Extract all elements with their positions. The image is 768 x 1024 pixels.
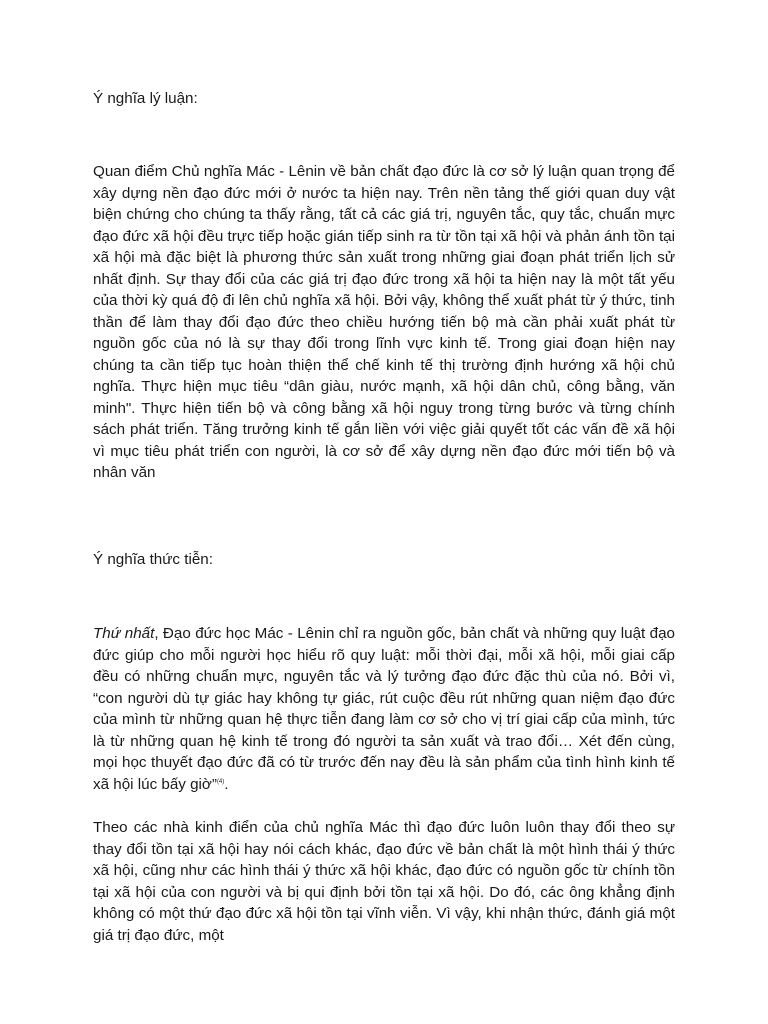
paragraph-end-punctuation: . — [224, 775, 229, 793]
paragraph-body: , Đạo đức học Mác - Lênin chỉ ra nguồn gốc, bản chất và những quy luật đạo đức giúp cho mỗi người học hiểu rõ quy luật: mỗi thời đại, mỗi xã hội, mỗi giai cấp đều có những chuẩn mực, nguyên tắc và lý tưởng đạo đức đặc thù của nó. Bởi vì, “con người dù tự giác hay không tự giác, rút cuộc đều rút những quan niệm đạo đức của mình từ những quan hệ thực tiễn đang làm cơ sở cho vị trí giai cấp của mình, tức là từ những quan hệ kinh tế trong đó người ta sản xuất và trao đổi… Xét đến cùng, mọi học thuyết đạo đức đã có từ trước đến nay đều là sản phẩm của tình hình kinh tế xã hội lúc bấy giờ” — [93, 625, 675, 793]
footnote-marker: (4) — [216, 778, 225, 785]
section-heading-practical: Ý nghĩa thức tiễn: — [93, 551, 213, 568]
paragraph-theoretical: Quan điểm Chủ nghĩa Mác - Lênin về bản chất đạo đức là cơ sở lý luận quan trọng để xây dựng nền đạo đức mới ở nước ta hiện nay. Trên nền tảng thế giới quan duy vật biện chứng cho chúng ta thấy rằng, tất cả các giá trị, nguyên tắc, quy tắc, chuẩn mực đạo đức xã hội đều trực tiếp hoặc gián tiếp sinh ra từ tồn tại xã hội và phản ánh tồn tại xã hội mà đặc biệt là phương thức sản xuất trong những giai đoạn phát triển lịch sử nhất định. Sự thay đổi của các giá trị đạo đức trong xã hội ta hiện nay là một tất yếu của thời kỳ quá độ đi lên chủ nghĩa xã hội. Bởi vậy, không thể xuất phát từ ý thức, tinh thần để làm thay đổi đạo đức theo chiều hướng tiến bộ mà cần phải xuất phát từ nguồn gốc của nó là sự thay đổi trong lĩnh vực kinh tế. Trong giai đoạn hiện nay chúng ta cần tiếp tục hoàn thiện thể chế kinh tế thị trường định hướng xã hội chủ nghĩa. Thực hiện mục tiêu “dân giàu, nước mạnh, xã hội dân chủ, công bằng, văn minh". Thực hiện tiến bộ và công bằng xã hội nguy trong từng bước và từng chính sách phát triển. Tăng trưởng kinh tế gắn liền với việc giải quyết tốt các vấn đề xã hội vì mục tiêu phát triển con người, là cơ sở để xây dựng nền đạo đức mới tiến bộ và nhân văn — [93, 163, 675, 481]
paragraph-first-point — [93, 623, 675, 795]
paragraph-marxist-classics: Theo các nhà kinh điển của chủ nghĩa Mác thì đạo đức luôn luôn thay đổi theo sự thay đổi tồn tại xã hội hay nói cách khác, đạo đức về bản chất là một hình thái ý thức xã hội, cũng như các hình thái ý thức xã hội khác, đạo đức có nguồn gốc từ chính tồn tại xã hội của con người và bị qui định bởi tồn tại xã hội. Do đó, các ông khẳng định không có một thứ đạo đức xã hội tồn tại vĩnh viễn. Vì vậy, khi nhận thức, đánh giá một giá trị đạo đức, một — [93, 819, 675, 944]
section-heading-theoretical: Ý nghĩa lý luận: — [93, 90, 198, 107]
paragraph-lead-italic: Thứ nhất — [93, 625, 155, 642]
